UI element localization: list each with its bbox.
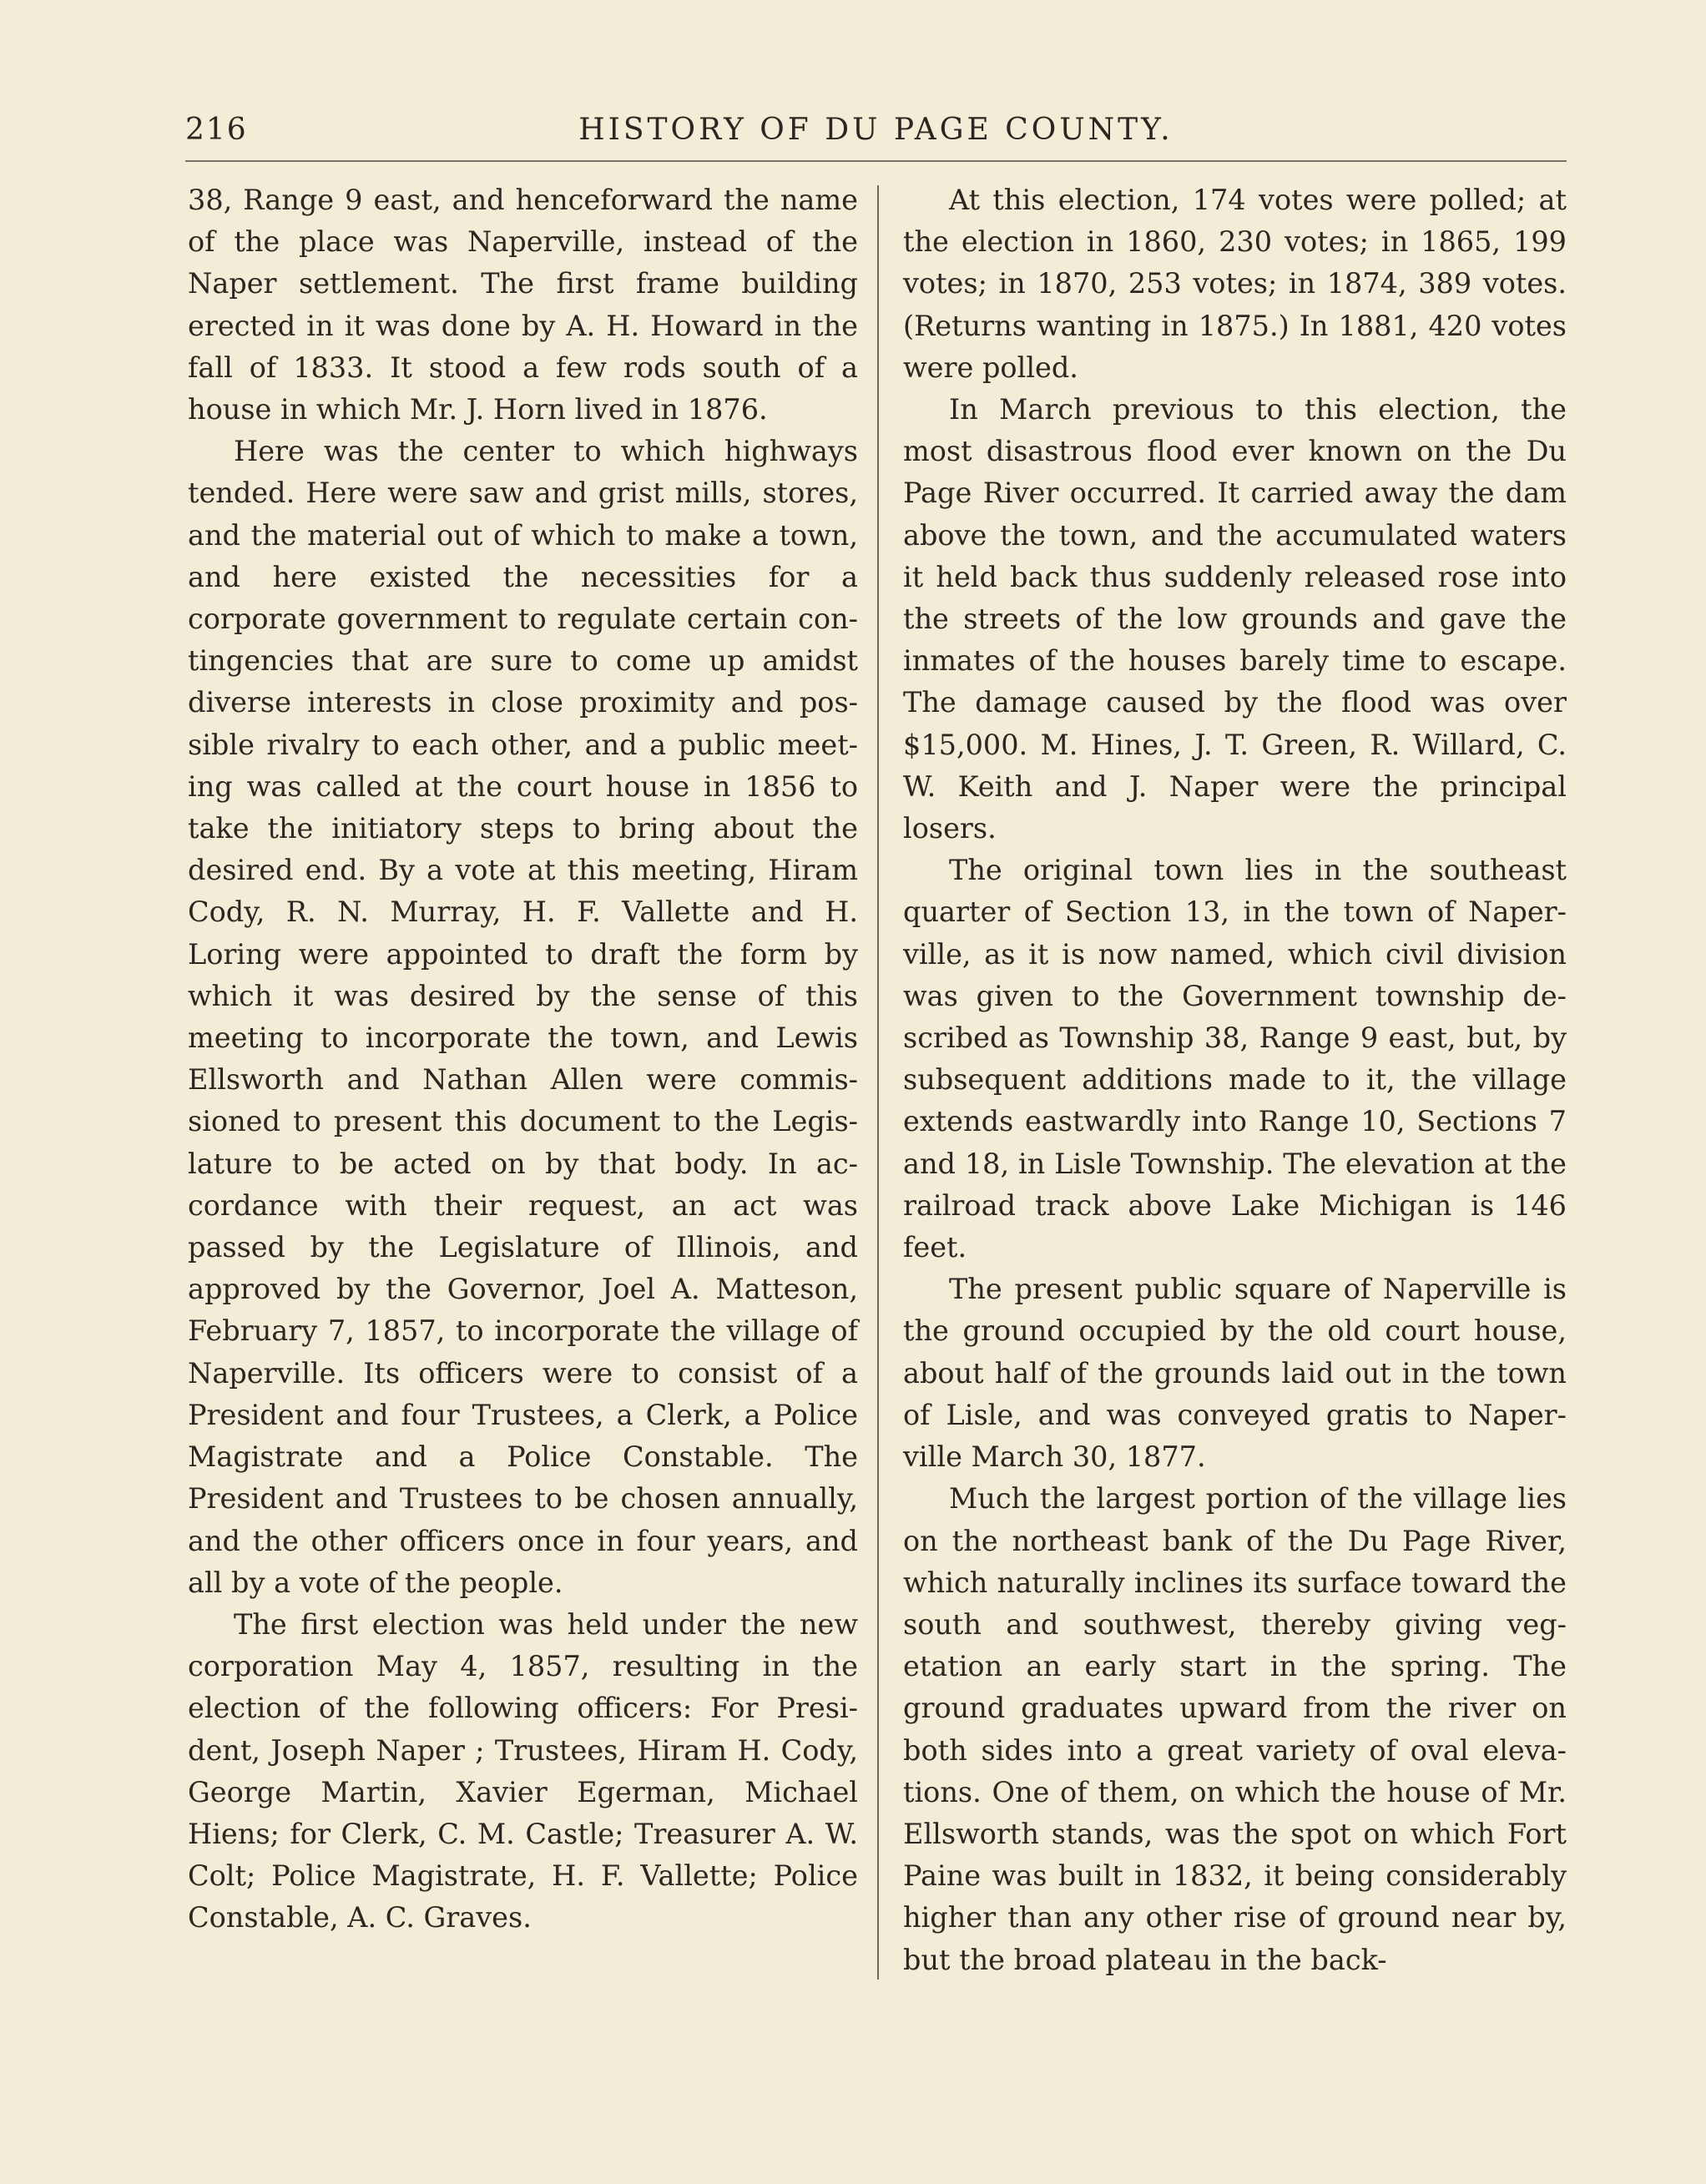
page-number: 216 <box>185 113 248 147</box>
header-rule <box>185 160 1567 162</box>
page-header <box>185 113 1567 154</box>
right-column <box>903 179 1567 1981</box>
paragraph: The first election was held under the new corporation May 4, 1857, resulting in the election of the following officers: For President, Joseph Naper ; Trustees, Hiram H. Cody, George Martin, Xavier Egerman, Michael Hiens; for Clerk, C. M. Castle; Treasurer A. W. Colt; Police Magistrate, H. F. Vallette; Police Constable, A. C. Graves. <box>188 1607 858 1934</box>
running-title: HISTORY OF DU PAGE COUNTY. <box>578 113 1174 147</box>
paragraph: Much the largest portion of the village lies on the northeast bank of the Du Page River, which naturally inclines its surface toward the south and southwest, thereby giving vegetation an early start in the spring. The ground graduates upward from the river on both sides into a great variety of oval elevations. One of them, on which the house of Mr. Ellsworth stands, was the spot on which Fort Paine was built in 1832, it being considerably higher than any other rise of ground near by, but the broad plateau in the back- <box>903 1482 1567 1976</box>
paragraph: Here was the center to which highways tended. Here were saw and grist mills, stores, and the material out of which to make a town, and here existed the necessities for a corporate government to regulate certain contingencies that are sure to come up amidst diverse interests in close proximity and possible rivalry to each other, and a public meeting was called at the court house in 1856 to take the initiatory steps to bring about the desired end. By a vote at this meeting, Hiram Cody, R. N. Murray, H. F. Vallette and H. Loring were appointed to draft the form by which it was desired by the sense of this meeting to incorporate the town, and Lewis Ellsworth and Nathan Allen were commissioned to present this document to the Legislature to be acted on by that body. In accordance with their request, an act was passed by the Legislature of Illinois, and approved by the Governor, Joel A. Matteson, February 7, 1857, to incorporate the village of Naperville. Its officers were to consist of a President and four Trustees, a Clerk, a Police Magistrate and a Police Constable. The President and Trustees to be chosen annually, and the other officers once in four years, and all by a vote of the people. <box>188 435 858 1599</box>
paragraph: The original town lies in the southeast quarter of Section 13, in the town of Naperville, as it is now named, which civil division was given to the Government township described as Township 38, Range 9 east, but, by subsequent additions made to it, the village extends eastwardly into Range 10, Sections 7 and 18, in Lisle Township. The elevation at the railroad track above Lake Michigan is 146 feet. <box>903 854 1567 1264</box>
left-column <box>188 179 858 1939</box>
paragraph: The present public square of Naperville is the ground occupied by the old court house, about half of the grounds laid out in the town of Lisle, and was conveyed gratis to Naperville March 30, 1877. <box>903 1273 1567 1474</box>
paragraph: 38, Range 9 east, and henceforward the name of the place was Naperville, instead of the Naper settlement. The first frame building erected in it was done by A. H. Howard in the fall of 1833. It stood a few rods south of a house in which Mr. J. Horn lived in 1876. <box>188 184 858 426</box>
column-divider <box>877 185 879 1980</box>
paragraph: At this election, 174 votes were polled; at the election in 1860, 230 votes; in 1865, 199 votes; in 1870, 253 votes; in 1874, 389 votes. (Returns wanting in 1875.) In 1881, 420 votes were polled. <box>903 184 1567 384</box>
paragraph: In March previous to this election, the most disastrous flood ever known on the Du Page River occurred. It carried away the dam above the town, and the accumulated waters it held back thus suddenly released rose into the streets of the low grounds and gave the inmates of the houses barely time to escape. The damage caused by the flood was over $15,000. M. Hines, J. T. Green, R. Willard, C. W. Keith and J. Naper were the principal losers. <box>903 393 1567 845</box>
